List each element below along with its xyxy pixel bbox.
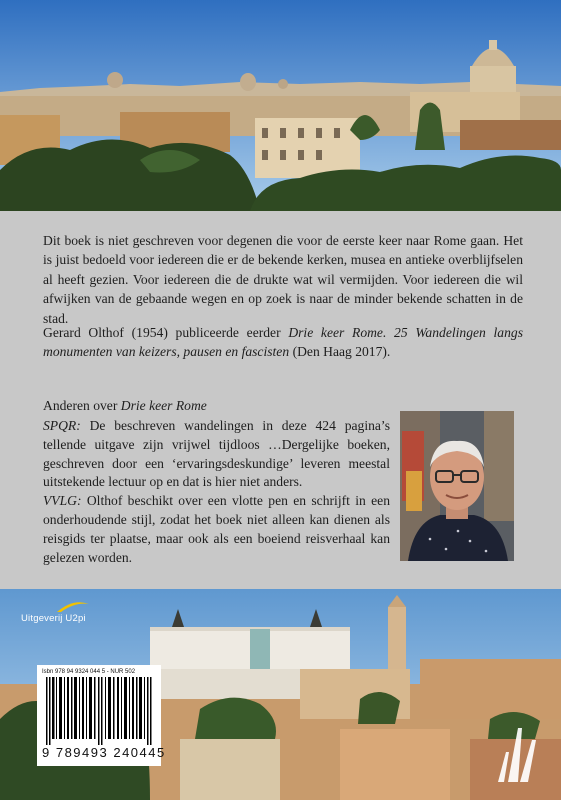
review-source-vvlg: VVLG: [43,493,82,509]
review-source-spqr: SPQR: [43,418,81,433]
publisher-name: Uitgeverij U2pi [21,613,86,624]
author-portrait-photo [400,411,514,561]
review-text-spqr: De beschreven wandelingen in deze 424 pagina’s tellende uitgave zijn vrijwel tijdloos …Dergelijke boeken, geschreven door een ‘ervaringsdeskundige’ leveren meestal uitstekende lectuur op en dat is hier niet anders. [43,418,390,490]
isbn-line: Isbn 978 94 9324 044 5 - NUR 502 [42,669,136,675]
rome-rooftops-illustration [0,0,561,211]
author-intro: Gerard Olthof (1954) publiceerde eerder [43,325,281,340]
description-panel [0,211,561,589]
author-paragraph [43,323,523,362]
description-paragraph: Dit boek is niet geschreven voor degenen die voor de eerste keer naar Rome gaan. Het is juist bedoeld voor iedereen die er de bekende kerken, musea en antieke overblijfselen al heeft gezien. Voor iedereen die de drukte wat wil vermijden. Voor iedereen die wil afwijken van de gebaande wegen en op zoek is naar de minder bekende schatten in de stad. [43,233,523,326]
author-portrait-illustration [400,411,514,561]
review-text-vvlg: Olthof beschikt over een vlotte pen en schrijft in een onderhoudende stijl, zodat het boek niet alleen kan dienen als reisgids ter plaatse, maar ook als een boeiend reisverhaal kan gelezen worden. [43,493,390,565]
reviews-heading-title: Drie keer Rome [120,398,207,413]
isbn-barcode [37,665,166,766]
reviews-text [43,417,390,567]
reviews-heading: Anderen over Drie keer Rome [43,398,207,413]
retailer-logo-icon [494,722,546,782]
rome-rooftops-photo [0,0,561,211]
publisher-swoosh-icon [55,598,91,614]
barcode-digits: 9 789493 240445 [42,745,166,760]
barcode-bars [46,677,154,745]
previous-book-details: (Den Haag 2017). [292,344,391,360]
previous-book-title: Drie keer Rome. 25 Wandelingen langs monumenten van keizers, pausen en fascisten [43,325,523,360]
